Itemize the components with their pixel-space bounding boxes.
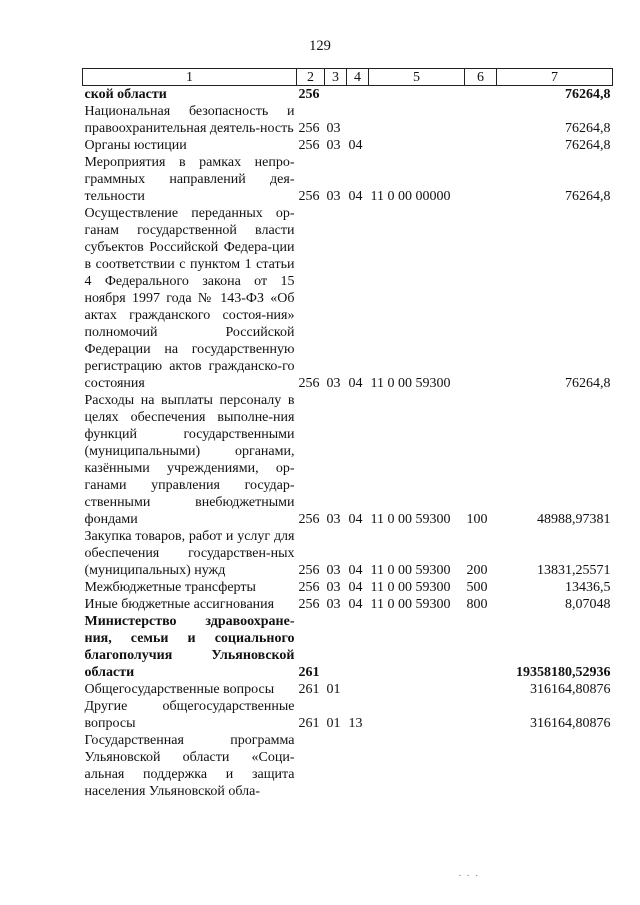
row-amount: 13436,5 — [565, 580, 611, 595]
row-name: Межбюджетные трансферты — [84, 580, 256, 595]
scan-smudge: · · · — [458, 870, 480, 882]
row-ministry-code: 256 — [298, 580, 320, 595]
header-col-7: 7 — [497, 69, 613, 86]
row-expense-type-code: 200 — [466, 563, 488, 578]
row-subsection-code: 04 — [348, 138, 363, 153]
row-expense-type-code — [465, 103, 497, 137]
row-name: Общегосударственные вопросы — [84, 682, 275, 697]
row-target-code: 11 0 00 59300 — [370, 376, 451, 391]
table-row — [83, 681, 613, 698]
table-row — [83, 579, 613, 596]
table-body — [83, 86, 613, 801]
table-row — [83, 205, 613, 392]
row-target-code — [369, 137, 465, 154]
row-expense-type-code: 800 — [466, 597, 488, 612]
row-ministry-code: 256 — [298, 138, 320, 153]
row-amount: 8,07048 — [565, 597, 611, 612]
table-row — [83, 698, 613, 732]
row-target-code — [369, 103, 465, 137]
row-subsection-code — [347, 103, 369, 137]
row-name: Мероприятия в рамках непро-граммных направлений дея-тельности — [84, 155, 295, 204]
row-name: Иные бюджетные ассигнования — [84, 597, 275, 612]
row-ministry-code: 261 — [298, 682, 320, 697]
row-subsection-code: 04 — [348, 563, 363, 578]
row-amount — [497, 732, 613, 800]
row-subsection-code: 04 — [348, 597, 363, 612]
row-subsection-code — [347, 732, 369, 800]
row-expense-type-code — [465, 613, 497, 681]
row-target-code: 11 0 00 59300 — [370, 563, 451, 578]
row-target-code — [369, 86, 465, 104]
row-subsection-code: 04 — [348, 189, 363, 204]
row-amount: 19358180,52936 — [516, 665, 611, 680]
row-ministry-code: 261 — [298, 716, 320, 731]
row-subsection-code: 04 — [348, 512, 363, 527]
row-expense-type-code: 100 — [466, 512, 488, 527]
row-name: Национальная безопасность и правоохранительная деятель-ность — [84, 104, 295, 136]
row-amount: 13831,25571 — [537, 563, 611, 578]
row-target-code: 11 0 00 59300 — [370, 597, 451, 612]
row-name: Государственная программа Ульяновской области «Соци-альная поддержка и защита населения Ульяновской обла- — [84, 733, 295, 799]
row-target-code: 11 0 00 59300 — [370, 512, 451, 527]
row-subsection-code: 04 — [348, 580, 363, 595]
row-expense-type-code — [465, 732, 497, 800]
row-ministry-code: 256 — [298, 563, 320, 578]
row-amount: 76264,8 — [565, 87, 611, 102]
row-section-code: 03 — [326, 597, 341, 612]
row-expense-type-code — [465, 137, 497, 154]
table-row — [83, 86, 613, 104]
row-name: Осуществление переданных ор-ганам государственной власти субъектов Российской Федера-ции в соответствии с пунктом 1 статьи 4 Федерального закона от 15 ноября 1997 года № 143-ФЗ «Об актах гражданского состоя-ния» полномочий Российской Федерации на государственную регистрацию актов гражданско-го состояния — [84, 206, 295, 391]
row-amount: 48988,97381 — [537, 512, 611, 527]
row-amount: 316164,80876 — [530, 716, 611, 731]
row-subsection-code: 13 — [348, 716, 363, 731]
row-section-code: 03 — [326, 376, 341, 391]
row-amount: 76264,8 — [565, 138, 611, 153]
table-row — [83, 528, 613, 579]
row-ministry-code — [297, 732, 325, 800]
row-name: Другие общегосударственные вопросы — [84, 699, 295, 731]
row-ministry-code: 256 — [298, 512, 320, 527]
row-section-code: 01 — [326, 682, 341, 697]
row-subsection-code — [347, 613, 369, 681]
row-name: ской области — [84, 87, 167, 102]
row-ministry-code: 256 — [298, 376, 320, 391]
table-row — [83, 154, 613, 205]
row-target-code — [369, 732, 465, 800]
table-row — [83, 137, 613, 154]
row-section-code: 03 — [326, 121, 341, 136]
table-row — [83, 596, 613, 613]
row-amount: 76264,8 — [565, 376, 611, 391]
table-row — [83, 392, 613, 528]
header-col-3: 3 — [325, 69, 347, 86]
row-amount: 76264,8 — [565, 121, 611, 136]
row-section-code: 03 — [326, 138, 341, 153]
header-col-4: 4 — [347, 69, 369, 86]
row-section-code: 01 — [326, 716, 341, 731]
row-ministry-code: 256 — [298, 189, 320, 204]
header-col-1: 1 — [83, 69, 297, 86]
table-row — [83, 613, 613, 681]
row-expense-type-code — [465, 86, 497, 104]
row-expense-type-code — [465, 154, 497, 205]
row-section-code: 03 — [326, 563, 341, 578]
row-expense-type-code — [465, 205, 497, 392]
row-subsection-code: 04 — [348, 376, 363, 391]
row-expense-type-code — [465, 698, 497, 732]
row-target-code: 11 0 00 59300 — [370, 580, 451, 595]
row-ministry-code: 256 — [298, 87, 320, 102]
row-ministry-code: 261 — [298, 665, 320, 680]
header-col-2: 2 — [297, 69, 325, 86]
row-amount: 76264,8 — [565, 189, 611, 204]
row-target-code — [369, 681, 465, 698]
row-subsection-code — [347, 681, 369, 698]
row-amount: 316164,80876 — [530, 682, 611, 697]
row-section-code — [325, 613, 347, 681]
row-name: Расходы на выплаты персоналу в целях обеспечения выполне-ния функций государственными (муниципальными) органами, казёнными учреждениями, ор-ганами управления государ-ственными внебюджетными фондами — [84, 393, 295, 527]
row-section-code: 03 — [326, 512, 341, 527]
table-row — [83, 103, 613, 137]
table-header-row — [83, 69, 613, 86]
row-ministry-code: 256 — [298, 121, 320, 136]
row-name: Органы юстиции — [84, 138, 187, 153]
row-name: Министерство здравоохране-ния, семьи и социального благополучия Ульяновской области — [84, 614, 295, 680]
header-col-5: 5 — [369, 69, 465, 86]
page-number: 129 — [309, 38, 331, 54]
row-expense-type-code — [465, 681, 497, 698]
row-target-code — [369, 613, 465, 681]
row-name: Закупка товаров, работ и услуг для обеспечения государствен-ных (муниципальных) нужд — [84, 529, 295, 578]
row-subsection-code — [347, 86, 369, 104]
row-section-code: 03 — [326, 189, 341, 204]
table-row — [83, 732, 613, 800]
row-target-code — [369, 698, 465, 732]
row-ministry-code: 256 — [298, 597, 320, 612]
row-target-code: 11 0 00 00000 — [370, 189, 451, 204]
row-section-code: 03 — [326, 580, 341, 595]
header-col-6: 6 — [465, 69, 497, 86]
budget-table — [82, 68, 613, 800]
row-expense-type-code: 500 — [466, 580, 488, 595]
row-section-code — [325, 86, 347, 104]
row-section-code — [325, 732, 347, 800]
